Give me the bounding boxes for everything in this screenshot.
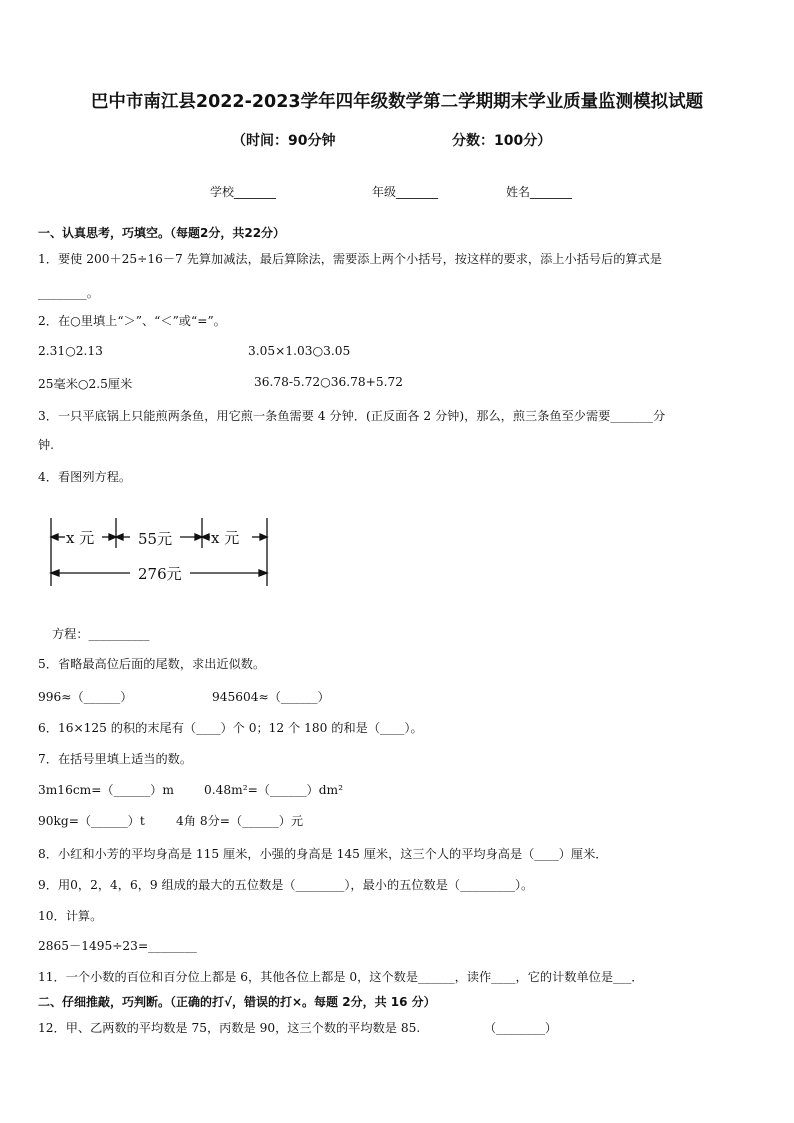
question-5-a: 996≈（______） <box>38 690 133 704</box>
section-2-heading: 二、仔细推敲，巧判断。（正确的打√，错误的打×。每题 2分，共 16 分） <box>38 995 436 1009</box>
question-5-b: 945604≈（______） <box>212 690 330 704</box>
question-7-b: 0.48m²=（______）dm² <box>204 783 343 797</box>
diagram-total-label: 276元 <box>138 565 182 583</box>
question-4: 4．看图列方程。 <box>38 470 132 484</box>
question-6: 6．16×125 的积的末尾有（____）个 0；12 个 180 的和是（____）。 <box>38 721 423 735</box>
question-12-answer-blank: （________） <box>484 1021 558 1035</box>
question-2: 2．在○里填上“＞”、“＜”或“=”。 <box>38 314 226 328</box>
question-3-line-2: 钟. <box>38 438 55 452</box>
section-1-heading: 一、认真思考，巧填空。（每题2分，共22分） <box>38 226 286 240</box>
question-12: 12．甲、乙两数的平均数是 75，丙数是 90，这三个数的平均数是 85. <box>38 1021 421 1035</box>
question-7-a: 3m16cm=（______）m <box>38 783 174 797</box>
segment-diagram <box>40 508 280 598</box>
question-2-a: 2.31○2.13 <box>38 344 103 358</box>
diagram-segment-3-label: x 元 <box>211 529 240 547</box>
question-7-c: 90kg=（______）t <box>38 814 145 828</box>
diagram-segment-1-label: x 元 <box>66 529 95 547</box>
question-1-line-1: 1．要使 200＋25÷16－7 先算加减法，最后算除法，需要添上两个小括号，按这样的要求，添上小括号后的算式是 <box>38 252 662 266</box>
question-1-line-2: ________。 <box>38 286 99 300</box>
question-8: 8．小红和小芳的平均身高是 115 厘米，小强的身高是 145 厘米，这三个人的平均身高是（____）厘米． <box>38 847 608 861</box>
name-field: 姓名_______ <box>506 185 573 199</box>
question-7: 7．在括号里填上适当的数。 <box>38 752 193 766</box>
question-3-line-1: 3．一只平底锅上只能煎两条鱼，用它煎一条鱼需要 4 分钟．(正反面各 2 分钟)，那么，煎三条鱼至少需要_______分 <box>38 409 666 423</box>
exam-time: （时间：90分钟 <box>232 133 336 149</box>
question-7-d: 4角 8分=（______）元 <box>176 814 304 828</box>
exam-title: 巴中市南江县2022-2023学年四年级数学第二学期期末学业质量监测模拟试题 <box>90 92 704 112</box>
question-9: 9．用0，2，4，6，9 组成的最大的五位数是（________），最小的五位数是（_________）。 <box>38 878 534 892</box>
question-10-expression: 2865－1495÷23=________ <box>38 939 197 953</box>
grade-field: 年级_______ <box>372 185 439 199</box>
question-10: 10．计算。 <box>38 909 103 923</box>
question-4-equation: 方程：__________ <box>52 627 150 641</box>
question-2-c: 25毫米○2.5厘米 <box>38 377 133 391</box>
question-2-b: 3.05×1.03○3.05 <box>248 344 351 358</box>
exam-score: 分数：100分） <box>452 133 552 149</box>
diagram-segment-2-label: 55元 <box>138 530 173 548</box>
question-11: 11．一个小数的百位和百分位上都是 6，其他各位上都是 0，这个数是______，读作____，它的计数单位是___． <box>38 970 644 984</box>
question-5: 5．省略最高位后面的尾数，求出近似数。 <box>38 657 266 671</box>
question-2-d: 36.78-5.72○36.78+5.72 <box>254 375 404 389</box>
school-field: 学校_______ <box>210 185 277 199</box>
